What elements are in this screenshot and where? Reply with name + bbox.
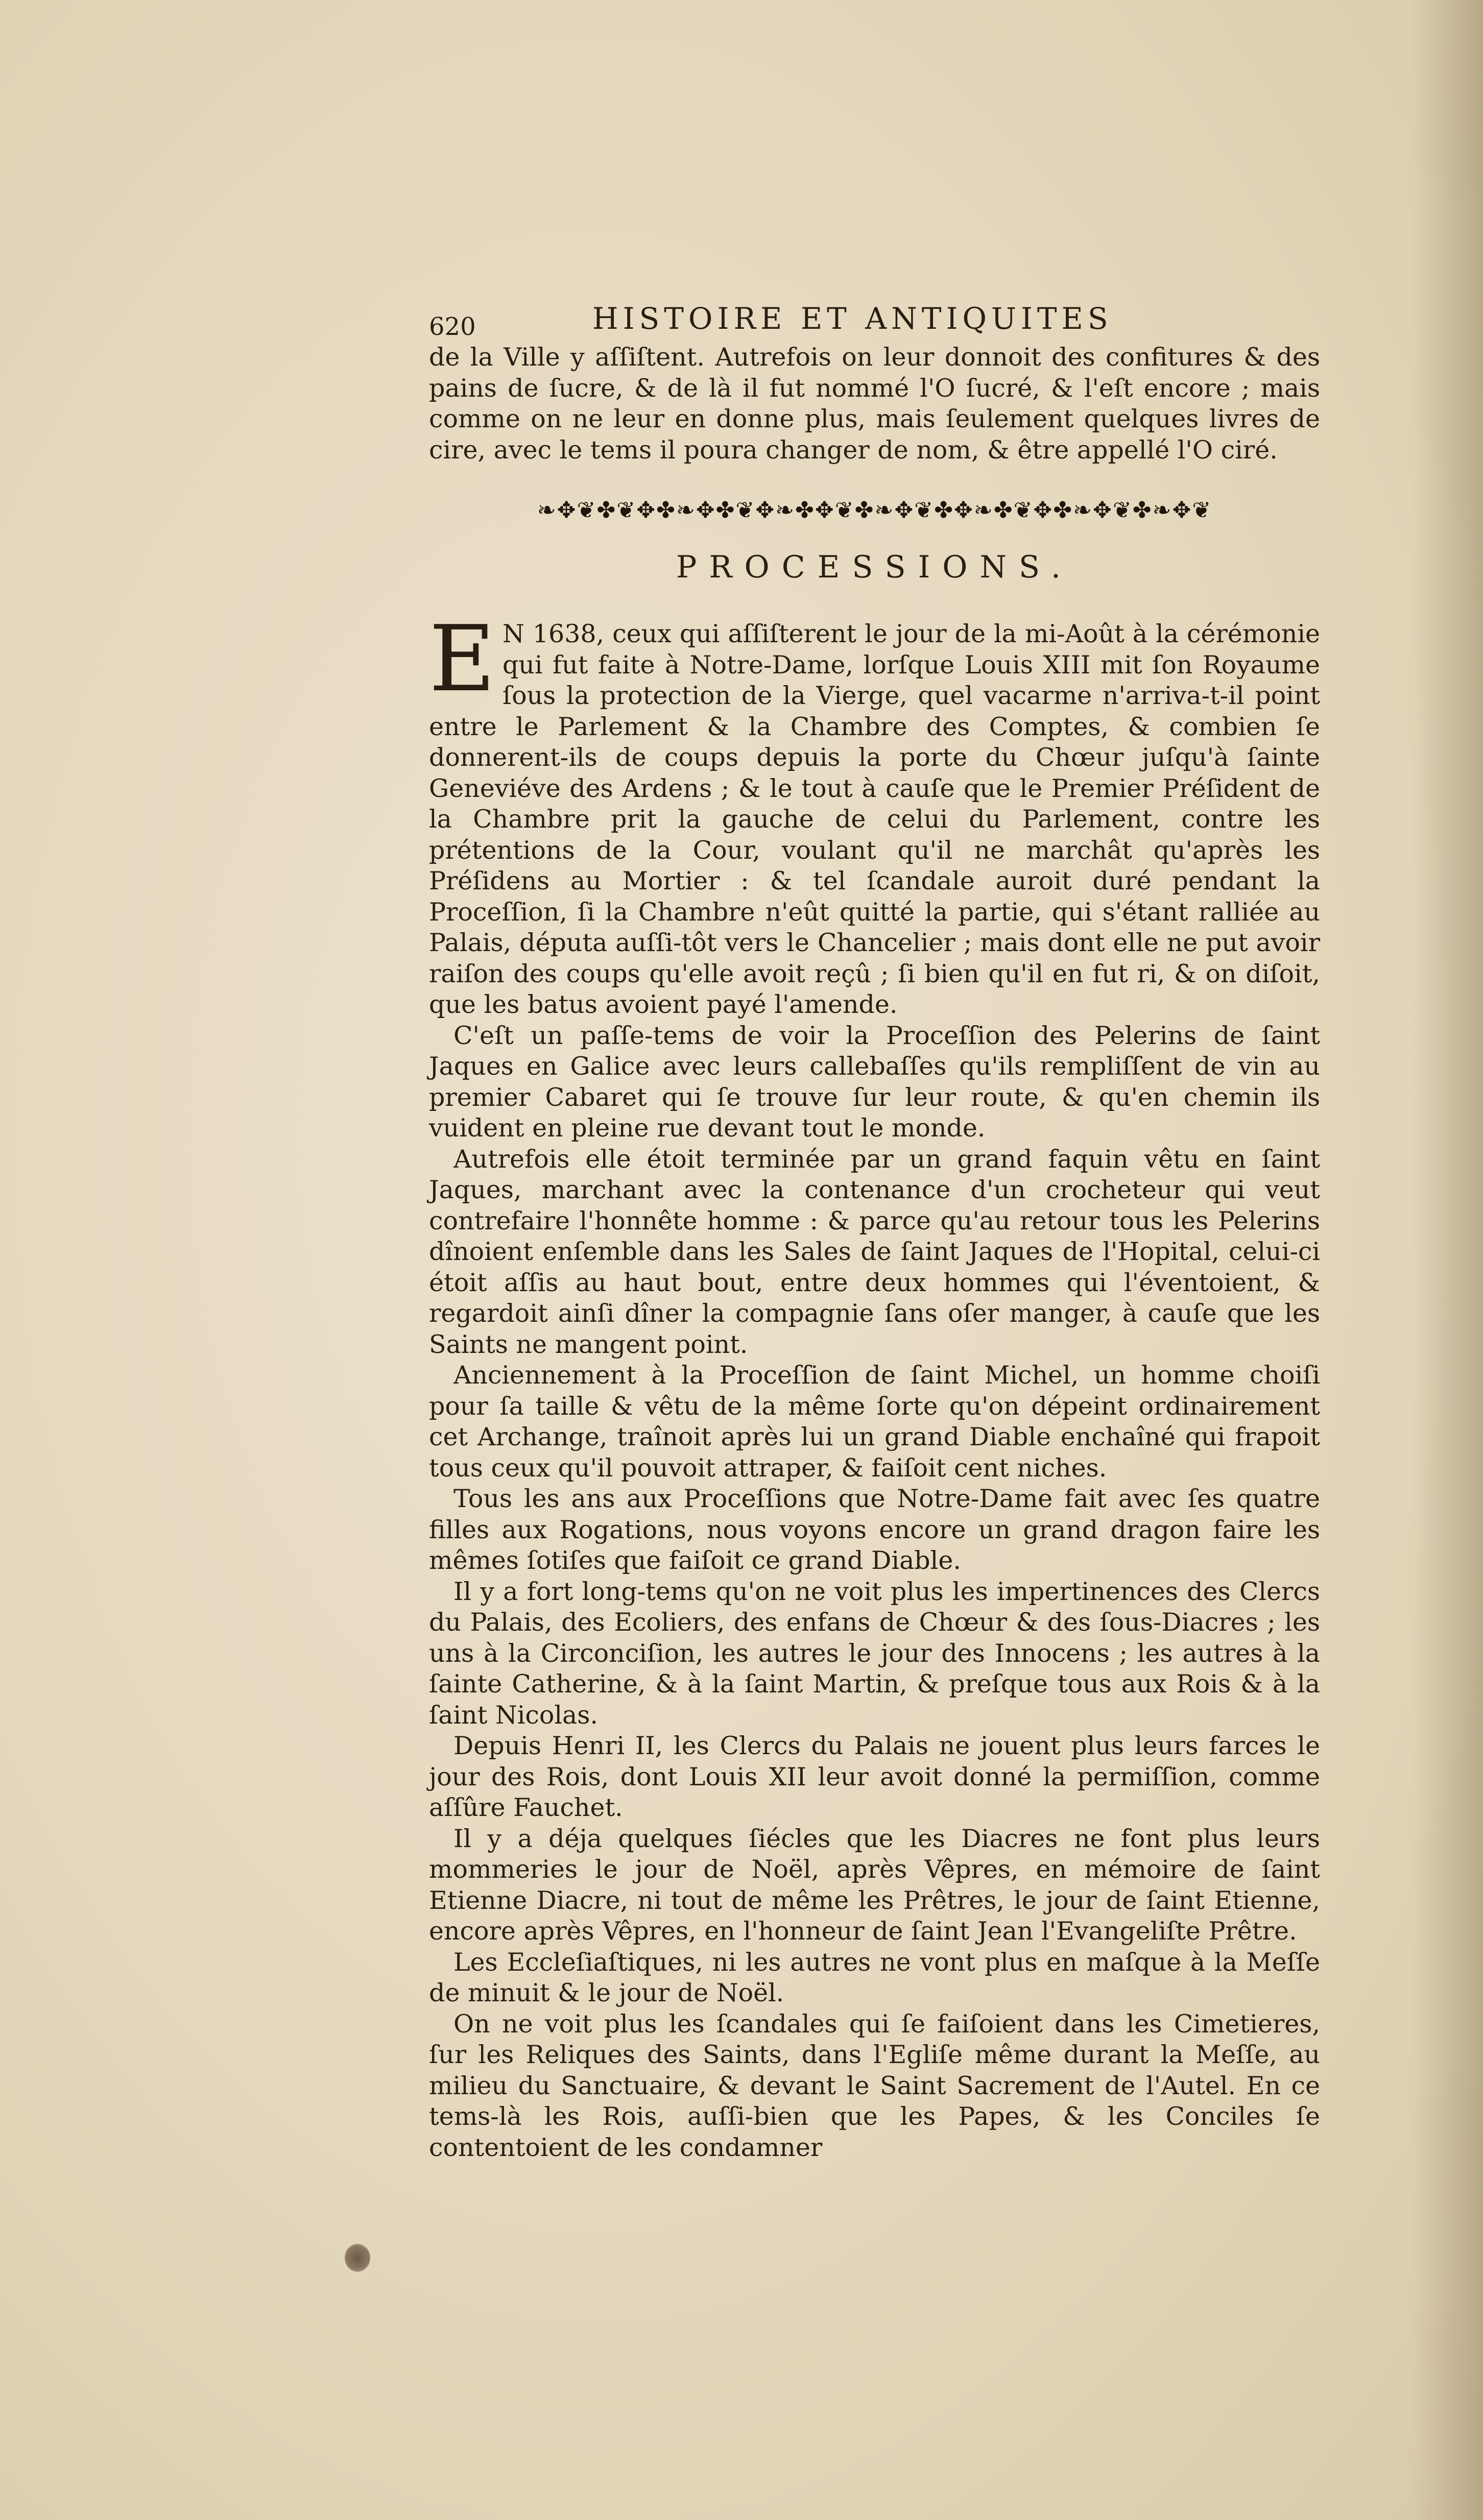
running-head xyxy=(429,301,1320,342)
paragraph-1: N 1638, ceux qui aſſiſterent le jour de la mi-Août à la cérémonie qui fut faite à Notre-Dame, lorſque Louis XIII mit ſon Royaume ſous la protection de la Vierge, quel vacarme n'arriva-t-il point entre le Parlement & la Chambre des Comptes, & combien ſe donnerent-ils de coups depuis la porte du Chœur juſqu'à ſainte Geneviéve des Ardens ; & le tout à cauſe que le Premier Préſident de la Chambre prit la gauche de celui du Parlement, contre les prétentions de la Cour, voulant qu'il ne marchât qu'après les Préſidens au Mortier : & tel ſcandale auroit duré pendant la Proceſſion, ſi la Chambre n'eût quitté la partie, qui s'étant ralliée au Palais, députa auſſi-tôt vers le Chancelier ; mais dont elle ne put avoir raiſon des coups qu'elle avoit reçû ; ſi bien qu'il en fut ri, & on diſoit, que les batus avoient payé l'amende. xyxy=(429,619,1320,1019)
continued-paragraph: de la Ville y aſſiſtent. Autrefois on leur donnoit des confitures & des pains de ſucre, & de là il fut nommé l'O ſucré, & l'eſt encore ; mais comme on ne leur en donne plus, mais ſeulement quelques livres de cire, avec le tems il poura changer de nom, & être appellé l'O ciré. xyxy=(429,343,1320,465)
section-title: PROCESSIONS. xyxy=(676,549,1073,585)
paragraph-4: Anciennement à la Proceſſion de ſaint Michel, un homme choiſi pour ſa taille & vêtu de la même ſorte qu'on dépeint ordinairement cet Archange, traînoit après lui un grand Diable enchaîné qui frapoit tous ceux qu'il pouvoit attraper, & faiſoit cent niches. xyxy=(429,1361,1320,1483)
drop-cap: E xyxy=(429,606,495,712)
page-number: 620 xyxy=(429,312,476,341)
paragraph-9: Les Eccleſiaſtiques, ni les autres ne vont plus en maſque à la Meſſe de minuit & le jour de Noël. xyxy=(429,1947,1320,2007)
ink-stain xyxy=(345,2244,370,2272)
page-edge-shadow xyxy=(1412,0,1483,2520)
paragraph-8: Il y a déja quelques ſiécles que les Diacres ne font plus leurs mommeries le jour de Noël, après Vêpres, en mémoire de ſaint Etienne Diacre, ni tout de même les Prêtres, le jour de ſaint Etienne, encore après Vêpres, en l'honneur de ſaint Jean l'Evangeliſte Prêtre. xyxy=(429,1824,1320,1946)
paragraph-5: Tous les ans aux Proceſſions que Notre-Dame fait avec ſes quatre filles aux Rogations, nous voyons encore un grand dragon faire les mêmes ſotiſes que faiſoit ce grand Diable. xyxy=(429,1484,1320,1575)
paragraph-3: Autrefois elle étoit terminée par un grand faquin vêtu en ſaint Jaques, marchant avec la contenance d'un crocheteur qui veut contrefaire l'honnête homme : & parce qu'au retour tous les Pelerins dînoient enſemble dans les Sales de ſaint Jaques de l'Hopital, celui-ci étoit aſſis au haut bout, entre deux hommes qui l'éventoient, & regardoit ainſi dîner la compagnie ſans oſer manger, à cauſe que les Saints ne mangent point. xyxy=(429,1144,1320,1359)
paragraph-2: C'eſt un paſſe-tems de voir la Proceſſion des Pelerins de ſaint Jaques en Galice avec leurs callebaſſes qu'ils rempliſſent de vin au premier Cabaret qui ſe trouve ſur leur route, & qu'en chemin ils vuident en pleine rue devant tout le monde. xyxy=(429,1021,1320,1143)
paragraph-10: On ne voit plus les ſcandales qui ſe faiſoient dans les Cimetieres, ſur les Reliques des Saints, dans l'Egliſe même durant la Meſſe, au milieu du Sanctuaire, & devant le Saint Sacrement de l'Autel. En ce tems-là les Rois, auſſi-bien que les Papes, & les Conciles ſe contentoient de les condamner xyxy=(429,2009,1320,2162)
ornamental-divider: ❧✥❦✤❦✥✤❧✥✤❦✥❧✤✥❦✤❧✥❦✤✥❧✤❦✥✤❧✥❦✤❧✥❦ xyxy=(537,497,1212,523)
book-page xyxy=(429,301,1320,2163)
paragraph-6: Il y a fort long-tems qu'on ne voit plus les impertinences des Clercs du Palais, des Ecoliers, des enfans de Chœur & des ſous-Diacres ; les uns à la Circonciſion, les autres le jour des Innocens ; les autres à la ſainte Catherine, & à la ſaint Martin, & preſque tous aux Rois & à la ſaint Nicolas. xyxy=(429,1577,1320,1730)
paragraph-7: Depuis Henri II, les Clercs du Palais ne jouent plus leurs farces le jour des Rois, dont Louis XII leur avoit donné la permiſſion, comme aſſûre Fauchet. xyxy=(429,1731,1320,1822)
first-paragraph-block xyxy=(429,606,1320,1021)
running-title: HISTOIRE ET ANTIQUITES xyxy=(592,301,1113,336)
